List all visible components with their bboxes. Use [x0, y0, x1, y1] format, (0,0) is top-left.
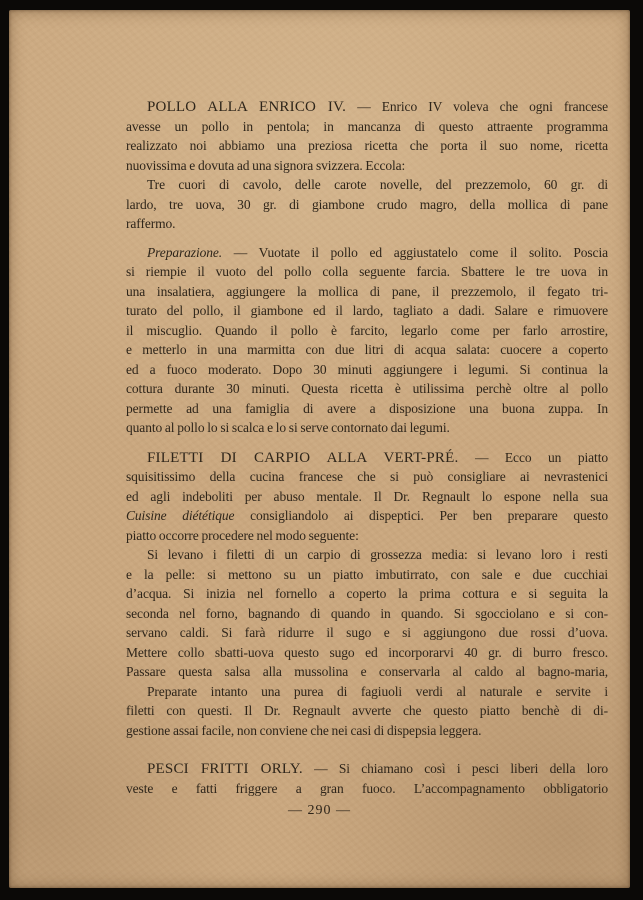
text-segment: Preparate intanto una purea di fagiuoli verdi al naturale e servite i [147, 683, 608, 699]
text-segment: Tre cuori di cavolo, delle carote novelle, del prezzemolo, 60 gr. di [147, 177, 608, 192]
text-segment: realizzato noi abbiamo una preziosa ricetta che porta il suo nome, ricetta [126, 138, 608, 153]
text-line [126, 156, 608, 176]
recipe-pollo-alla-enrico-iv-intro [126, 97, 608, 175]
text-segment: e metterlo in una marmitta con due litri di acqua salata: cuocere a coperto [126, 342, 608, 357]
text-segment: cottura durante 30 minuti. Questa ricetta è utilissima perchè oltre al pollo [126, 381, 608, 396]
text-line [126, 526, 608, 546]
text-segment: — Vuotate il pollo ed aggiustatelo come il solito. Poscia [222, 244, 608, 260]
recipe-pollo-preparazione [126, 243, 608, 438]
text-line [126, 721, 608, 741]
text-segment: nuovissima e dovuta ad una signora svizzera. Eccola: [126, 157, 406, 173]
text-segment: lardo, tre uova, 30 gr. di giambone crudo magro, della mollica di pane [126, 196, 608, 212]
text-segment: squisitissimo della cucina francese che si può consigliare ai nevrastenici [126, 469, 608, 484]
text-segment: permette ad una famiglia di avere a disposizione una buona zuppa. In [126, 400, 608, 416]
page-text-block [126, 97, 608, 798]
text-segment: si riempie il vuoto del pollo colla seguente farcia. Sbattere le tre uova in [126, 264, 608, 279]
text-line [126, 643, 608, 663]
book-page [9, 10, 630, 888]
text-line [126, 623, 608, 643]
text-segment: una insalatiera, aggiungere la mollica di pane, il prezzemolo, il fegato tri- [126, 283, 608, 299]
text-line [126, 487, 608, 507]
text-line [126, 467, 608, 487]
text-segment: d’acqua. Si inizia nel fornello a coperto la prima cottura e si seguita la [126, 586, 608, 601]
text-segment: Mettere collo sbatti-uova questo sugo ed incorporarvi 40 gr. di burro fresco. [126, 644, 608, 660]
text-line [126, 262, 608, 282]
text-segment: e la pelle: si mettono su un piatto imbutirrato, con sale e due cucchiai [126, 566, 608, 582]
text-line [126, 243, 608, 263]
text-line [126, 506, 608, 526]
recipe-filetti-serving [126, 682, 608, 741]
text-line [126, 701, 608, 721]
text-segment: — Enrico IV voleva che ogni francese [346, 99, 608, 114]
text-line [126, 136, 608, 156]
text-line [126, 282, 608, 302]
recipe-filetti-di-carpio-intro [126, 448, 608, 546]
text-line [126, 360, 608, 380]
text-line [126, 97, 608, 117]
text-line [126, 779, 608, 799]
text-line [126, 379, 608, 399]
text-segment: quanto al pollo lo si scalca e lo si serve contornato dai legumi. [126, 420, 450, 435]
text-line [126, 604, 608, 624]
recipe-pollo-ingredients [126, 175, 608, 234]
text-line [126, 545, 608, 565]
text-line [126, 195, 608, 215]
text-line [126, 662, 608, 682]
text-line [126, 759, 608, 779]
text-segment: gestione assai facile, non conviene che nei casi di dispepsia leggera. [126, 722, 482, 738]
text-line [126, 214, 608, 234]
recipe-title: POLLO ALLA ENRICO IV. [147, 99, 347, 115]
text-line [126, 321, 608, 341]
text-segment: filetti con questi. Il Dr. Regnault avverte che questo piatto benchè di di- [126, 703, 608, 718]
text-segment: Passare questa salsa alla mussolina e conservarla al caldo al bagno-maria, [126, 664, 608, 679]
text-segment: Preparazione. [147, 244, 223, 260]
recipe-pesci-fritti-orly-intro [126, 759, 608, 798]
text-line [126, 340, 608, 360]
text-segment: servano caldi. Si farà ridurre il sugo e si aggiungono due rossi d’uova. [126, 625, 608, 640]
text-segment: avesse un pollo in pentola; in mancanza di questo attraente programma [126, 118, 608, 134]
text-segment: seconda nel forno, bagnando di quando in quando. Si sgocciolano e si con- [126, 605, 608, 621]
text-segment: veste e fatti friggere a gran fuoco. L’accompagnamento obbligatorio [126, 780, 608, 796]
text-segment: ed a fuoco moderato. Dopo 30 minuti aggiungere i legumi. Si continua la [126, 361, 608, 377]
text-segment: raffermo. [126, 216, 176, 231]
text-segment: turato del pollo, il giambone ed il lardo, tagliato a dadi. Salare e rimuovere [126, 303, 608, 318]
text-line [126, 448, 608, 468]
recipe-filetti-preparation [126, 545, 608, 682]
text-segment: ed agli indeboliti per abuso mentale. Il Dr. Regnault lo espone nella sua [126, 488, 608, 504]
text-segment: — Ecco un piatto [458, 449, 608, 465]
text-segment: Si levano i filetti di un carpio di grossezza media: si levano loro i resti [147, 547, 608, 562]
text-line [126, 301, 608, 321]
text-segment: piatto occorre procedere nel modo seguente: [126, 527, 359, 543]
text-segment: consigliandolo ai dispeptici. Per ben preparare questo [234, 508, 608, 523]
text-segment: Cuisine diététique [126, 508, 235, 523]
text-line [126, 399, 608, 419]
recipe-title: PESCI FRITTI ORLY. [147, 761, 303, 777]
text-segment: il miscuglio. Quando il pollo è farcito, legarlo come per farlo arrostire, [126, 322, 608, 338]
text-line [126, 682, 608, 702]
text-line [126, 565, 608, 585]
text-line [126, 418, 608, 438]
text-segment: — Si chiamano così i pesci liberi della loro [302, 761, 608, 776]
text-line [126, 584, 608, 604]
text-line [126, 175, 608, 195]
recipe-title: FILETTI DI CARPIO ALLA VERT-PRÉ. [147, 449, 459, 466]
text-line [126, 117, 608, 137]
page-number: — 290 — [288, 803, 351, 818]
